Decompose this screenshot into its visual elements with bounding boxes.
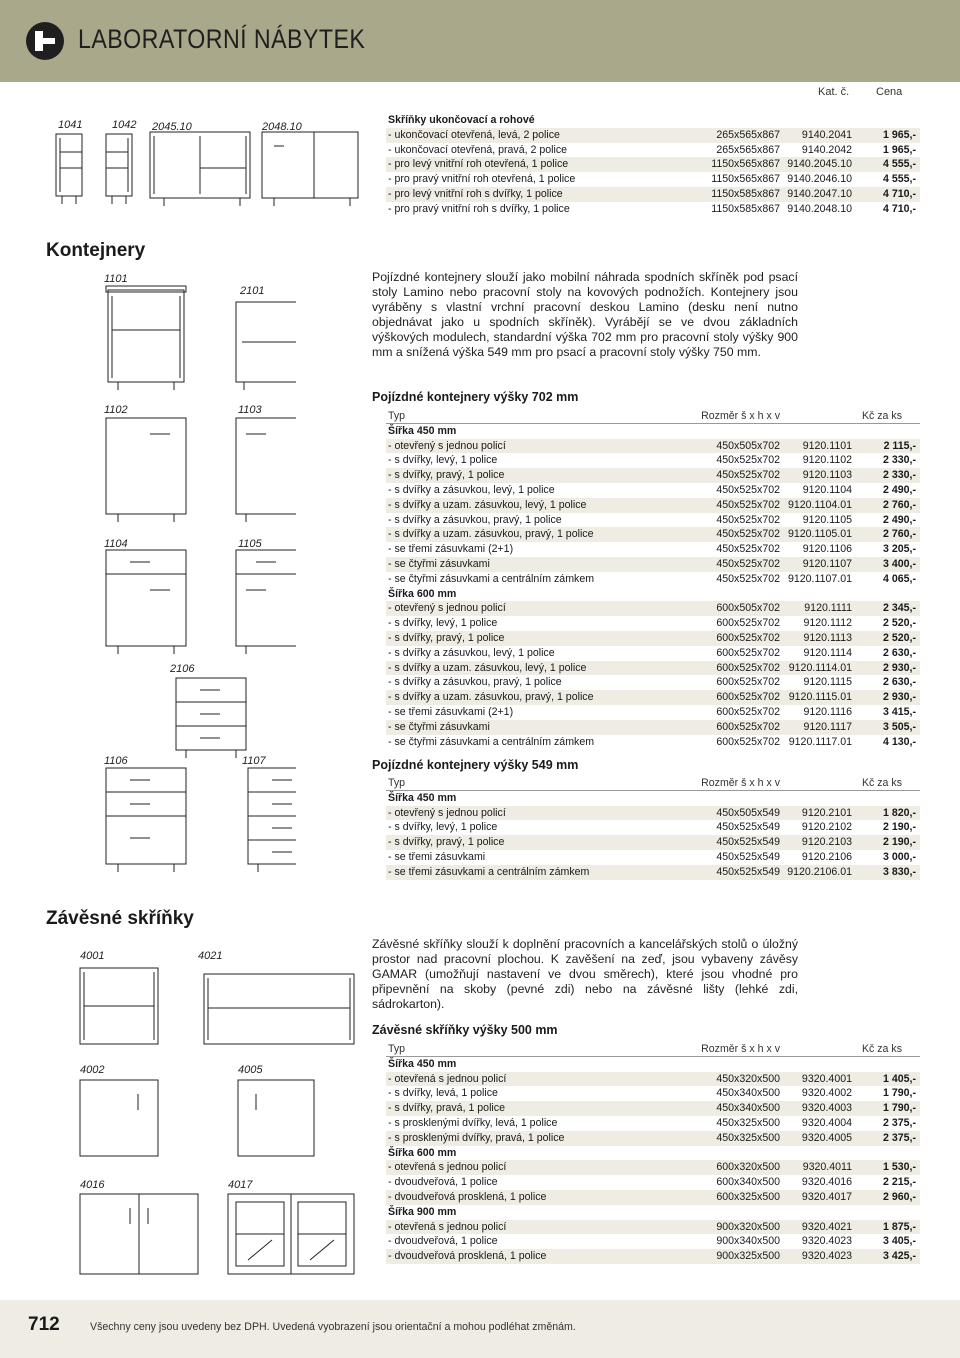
item-dimensions: 1150x585x867: [711, 187, 780, 200]
table-row: [386, 527, 920, 542]
table-row: [386, 806, 920, 821]
page-title: LABORATORNÍ NÁBYTEK: [78, 24, 366, 54]
item-dimensions: 600x340x500: [716, 1176, 780, 1189]
item-dimensions: 600x525x702: [716, 646, 780, 659]
item-catalog-number: 9120.1114: [803, 646, 852, 659]
item-catalog-number: 9120.1105.01: [787, 528, 852, 541]
item-catalog-number: 9140.2041: [801, 128, 852, 141]
table-row: [386, 661, 920, 676]
table-row: [386, 865, 920, 880]
item-catalog-number: 9320.4001: [801, 1072, 852, 1085]
table-row: [386, 1220, 920, 1235]
table-row: [386, 1160, 920, 1175]
item-catalog-number: 9140.2047.10: [787, 187, 852, 200]
item-dimensions: 600x525x702: [716, 691, 780, 704]
item-dimensions: 450x340x500: [716, 1102, 780, 1115]
item-price: 2 930,-: [883, 661, 916, 674]
item-price: 2 330,-: [883, 469, 916, 482]
section-heading-wall: Závěsné skříňky: [46, 908, 194, 929]
item-price: 2 490,-: [883, 483, 916, 496]
item-price: 3 830,-: [883, 865, 916, 878]
subheading-500: Závěsné skříňky výšky 500 mm: [372, 1023, 558, 1037]
item-description: - dvoudveřová prosklená, 1 police: [388, 1250, 547, 1263]
item-price: 2 630,-: [883, 676, 916, 689]
item-dimensions: 450x525x549: [716, 821, 780, 834]
footer-note: Všechny ceny jsou uvedeny bez DPH. Uvedená vyobrazení jsou orientační a mohou podléhat změnám.: [90, 1321, 576, 1333]
sketch-label: 1107: [242, 755, 266, 767]
item-catalog-number: 9120.2103: [801, 836, 852, 849]
containers-sketches: [96, 268, 296, 888]
table-row: [386, 498, 920, 513]
item-dimensions: 600x525x702: [716, 720, 780, 733]
item-catalog-number: 9140.2045.10: [787, 158, 852, 171]
item-catalog-number: 9120.2106: [801, 850, 852, 863]
sketch-label: 1101: [104, 273, 128, 285]
item-catalog-number: 9120.1115.01: [788, 691, 852, 704]
item-dimensions: 450x320x500: [716, 1072, 780, 1085]
item-description: - se třemi zásuvkami (2+1): [388, 705, 514, 718]
item-price: 4 555,-: [883, 173, 916, 186]
item-catalog-number: 9320.4023: [801, 1250, 852, 1263]
col-type: Typ: [388, 410, 406, 422]
item-dimensions: 450x525x702: [716, 528, 780, 541]
item-price: 3 000,-: [883, 850, 916, 863]
item-description: - se čtyřmi zásuvkami: [388, 557, 490, 570]
item-description: - ukončovací otevřená, pravá, 2 police: [388, 143, 568, 156]
sketch-label: 4017: [228, 1179, 253, 1191]
item-dimensions: 450x340x500: [716, 1087, 780, 1100]
item-price: 3 400,-: [883, 557, 916, 570]
item-catalog-number: 9120.1104: [802, 483, 852, 496]
item-dimensions: 600x505x702: [716, 602, 780, 615]
item-dimensions: 450x525x549: [716, 836, 780, 849]
table-row: [386, 483, 920, 498]
item-price: 1 820,-: [883, 806, 916, 819]
col-dim: Rozměr š x h x v: [701, 410, 780, 422]
table-row: [386, 720, 920, 735]
table-row: [386, 1101, 920, 1116]
item-description: - pro levý vnitřní roh s dvířky, 1 police: [388, 187, 563, 200]
col-price: Kč za ks: [861, 1043, 902, 1055]
item-dimensions: 450x325x500: [716, 1131, 780, 1144]
item-catalog-number: 9120.1116: [803, 705, 852, 718]
corner-units-table: [386, 113, 920, 217]
table-row: [386, 542, 920, 557]
item-price: 3 425,-: [883, 1250, 916, 1263]
table-row: [386, 1190, 920, 1205]
item-price: 1 790,-: [883, 1102, 916, 1115]
sketch-label: 4005: [238, 1064, 263, 1076]
item-description: - s prosklenými dvířky, levá, 1 police: [388, 1116, 558, 1129]
item-description: - ukončovací otevřená, levá, 2 police: [388, 128, 560, 141]
table-row: [386, 690, 920, 705]
sketch-label: 4001: [80, 950, 105, 962]
table-row: [386, 616, 920, 631]
item-description: - s dvířky a zásuvkou, levý, 1 police: [388, 646, 555, 659]
sketch-label: 1041: [58, 119, 83, 131]
table-row: [386, 631, 920, 646]
item-price: 1 790,-: [883, 1087, 916, 1100]
item-catalog-number: 9120.2106.01: [787, 865, 852, 878]
item-description: - dvoudveřová, 1 police: [388, 1235, 498, 1248]
sketch-label: 2106: [170, 663, 195, 675]
width-group: Šířka 450 mm: [388, 1057, 457, 1070]
item-catalog-number: 9120.2102: [801, 821, 852, 834]
containers-intro: Pojízdné kontejnery slouží jako mobilní náhrada spodních skříněk pod psací stoly Lamino nebo pracovní stoly na kovových podnožích. Kontejnery jsou vyráběny s vlastní vrchní pracovní deskou Lamino (desku není nutno objednávat jako u spodních skříněk). Vyrábějí se ve dvou základních výškových modulech, standardní výška 702 mm pro pracovní stoly výšky 900 mm a snížená výška 549 mm pro psací a pracovní stoly výšky 750 mm.: [372, 270, 798, 360]
table-row: [386, 850, 920, 865]
item-catalog-number: 9320.4011: [802, 1161, 852, 1174]
item-dimensions: 450x525x549: [716, 865, 780, 878]
item-description: - se třemi zásuvkami a centrálním zámkem: [388, 865, 590, 878]
table-row: [386, 557, 920, 572]
table-row: [386, 187, 920, 202]
item-description: - s dvířky a zásuvkou, pravý, 1 police: [388, 676, 562, 689]
sketch-label: 4002: [80, 1064, 105, 1076]
item-dimensions: 900x340x500: [716, 1235, 780, 1248]
item-description: - otevřená s jednou policí: [388, 1220, 507, 1233]
item-dimensions: 450x505x702: [716, 439, 780, 452]
table-row: [386, 143, 920, 158]
item-catalog-number: 9120.1105: [802, 513, 852, 526]
item-description: - se čtyřmi zásuvkami a centrálním zámkem: [388, 572, 595, 585]
item-catalog-number: 9120.1111: [804, 602, 852, 615]
item-catalog-number: 9120.1101: [802, 439, 852, 452]
table-row: [386, 202, 920, 217]
table-row: [386, 601, 920, 616]
table-row: [386, 157, 920, 172]
table-row: [386, 572, 920, 587]
width-group: Šířka 450 mm: [388, 424, 457, 437]
table-title: Skříňky ukončovací a rohové: [388, 114, 535, 126]
item-description: - s dvířky, pravý, 1 police: [388, 469, 505, 482]
item-dimensions: 900x325x500: [716, 1250, 780, 1263]
item-price: 4 710,-: [883, 202, 916, 215]
item-catalog-number: 9120.2101: [801, 806, 852, 819]
item-price: 1 965,-: [883, 128, 916, 141]
item-catalog-number: 9120.1117.01: [788, 735, 852, 748]
table-row: [386, 835, 920, 850]
table-row: [386, 513, 920, 528]
sketch-label: 4021: [198, 950, 223, 962]
table-row: [386, 1249, 920, 1264]
item-catalog-number: 9120.1104.01: [787, 498, 852, 511]
containers-549-table: [386, 776, 920, 880]
item-description: - dvoudveřová prosklená, 1 police: [388, 1190, 547, 1203]
item-price: 3 505,-: [883, 720, 916, 733]
item-description: - otevřený s jednou policí: [388, 439, 506, 452]
item-catalog-number: 9140.2046.10: [787, 173, 852, 186]
item-price: 2 215,-: [883, 1176, 916, 1189]
item-dimensions: 450x525x702: [716, 454, 780, 467]
item-catalog-number: 9140.2042: [801, 143, 852, 156]
col-price: Kč za ks: [861, 777, 902, 789]
table-row: [386, 1072, 920, 1087]
item-catalog-number: 9320.4016: [801, 1176, 852, 1189]
item-dimensions: 450x525x702: [716, 557, 780, 570]
sketch-label: 1103: [238, 404, 262, 416]
column-header-price: Cena: [876, 86, 903, 98]
table-row: [386, 735, 920, 750]
item-catalog-number: 9320.4023: [801, 1235, 852, 1248]
table-row: [386, 439, 920, 454]
subheading-549: Pojízdné kontejnery výšky 549 mm: [372, 758, 579, 772]
item-price: 4 555,-: [883, 158, 916, 171]
item-price: 2 375,-: [883, 1131, 916, 1144]
item-price: 3 415,-: [883, 705, 916, 718]
item-catalog-number: 9120.1107.01: [787, 572, 852, 585]
item-price: 2 190,-: [883, 836, 916, 849]
section-heading-containers: Kontejnery: [46, 240, 146, 261]
wall-units-table: [386, 1042, 920, 1264]
item-price: 4 130,-: [883, 735, 916, 748]
item-description: - otevřený s jednou policí: [388, 806, 506, 819]
item-dimensions: 600x525x702: [716, 735, 780, 748]
item-dimensions: 1150x565x867: [711, 158, 780, 171]
item-dimensions: 600x525x702: [716, 661, 780, 674]
table-row: [386, 1131, 920, 1146]
table-row: [386, 675, 920, 690]
width-group: Šířka 450 mm: [388, 791, 457, 804]
item-description: - s dvířky a zásuvkou, pravý, 1 police: [388, 513, 562, 526]
item-price: 2 930,-: [883, 691, 916, 704]
item-catalog-number: 9320.4004: [801, 1116, 852, 1129]
item-description: - s dvířky, levá, 1 police: [388, 1087, 498, 1100]
item-description: - pro pravý vnitřní roh otevřená, 1 police: [388, 173, 576, 186]
item-dimensions: 450x525x702: [716, 543, 780, 556]
col-dim: Rozměr š x h x v: [701, 777, 780, 789]
table-row: [386, 1086, 920, 1101]
item-catalog-number: 9320.4003: [801, 1102, 852, 1115]
item-dimensions: 600x325x500: [716, 1190, 780, 1203]
item-description: - s dvířky, pravý, 1 police: [388, 631, 505, 644]
width-group: Šířka 600 mm: [388, 587, 457, 600]
item-dimensions: 1150x565x867: [711, 173, 780, 186]
containers-702-table: [386, 409, 920, 749]
item-price: 2 115,-: [883, 439, 916, 452]
column-header-cat: Kat. č.: [818, 86, 850, 98]
item-catalog-number: 9120.1102: [802, 454, 852, 467]
item-dimensions: 450x525x702: [716, 513, 780, 526]
item-price: 1 530,-: [883, 1161, 916, 1174]
wall-intro: Závěsné skříňky slouží k doplnění pracovních a kancelářských stolů o úložný prostor nad pracovní plochou. K zavěšení na zeď, jsou vybaveny závěsy GAMAR (umožňují nastavení ve dvou směrech), které jsou vhodné pro připevnění na skoby (pevné zdi) nebo na závěsné lišty (lehké zdi, sádrokarton).: [372, 937, 798, 1012]
item-price: 2 520,-: [883, 617, 916, 630]
item-price: 1 965,-: [883, 143, 916, 156]
item-description: - otevřená s jednou policí: [388, 1161, 507, 1174]
item-description: - se třemi zásuvkami (2+1): [388, 543, 514, 556]
item-dimensions: 265x565x867: [716, 128, 780, 141]
page-header: [0, 0, 960, 82]
item-price: 2 190,-: [883, 821, 916, 834]
item-price: 2 760,-: [883, 528, 916, 541]
item-dimensions: 450x525x702: [716, 572, 780, 585]
item-description: - s dvířky a zásuvkou, levý, 1 police: [388, 483, 555, 496]
item-price: 3 405,-: [883, 1235, 916, 1248]
sketch-label: 1106: [104, 755, 128, 767]
table-row: [386, 1116, 920, 1131]
sketch-label: 1105: [238, 538, 262, 550]
item-description: - s dvířky a uzam. zásuvkou, pravý, 1 police: [388, 691, 594, 704]
item-description: - pro pravý vnitřní roh s dvířky, 1 police: [388, 202, 570, 215]
item-catalog-number: 9120.1112: [803, 617, 852, 630]
item-dimensions: 600x320x500: [716, 1161, 780, 1174]
item-description: - otevřená s jednou policí: [388, 1072, 507, 1085]
item-catalog-number: 9140.2048.10: [787, 202, 852, 215]
page-number: 712: [28, 1314, 60, 1335]
item-description: - se čtyřmi zásuvkami: [388, 720, 490, 733]
item-description: - s dvířky a uzam. zásuvkou, levý, 1 police: [388, 661, 587, 674]
subheading-702: Pojízdné kontejnery výšky 702 mm: [372, 390, 579, 404]
item-description: - s dvířky, levý, 1 police: [388, 454, 498, 467]
width-group: Šířka 600 mm: [388, 1146, 457, 1159]
sketch-label: 2048.10: [262, 121, 302, 133]
table-row: [386, 820, 920, 835]
table-row: [386, 1234, 920, 1249]
item-dimensions: 450x525x702: [716, 469, 780, 482]
item-price: 2 960,-: [883, 1190, 916, 1203]
item-description: - s dvířky, levý, 1 police: [388, 821, 498, 834]
col-type: Typ: [388, 777, 406, 789]
item-dimensions: 450x505x549: [716, 806, 780, 819]
item-description: - se třemi zásuvkami: [388, 850, 486, 863]
item-catalog-number: 9320.4017: [801, 1190, 852, 1203]
item-catalog-number: 9120.1103: [802, 469, 852, 482]
item-catalog-number: 9320.4005: [801, 1131, 852, 1144]
item-price: 2 490,-: [883, 513, 916, 526]
sketch-label: 2101: [240, 285, 265, 297]
item-dimensions: 265x565x867: [716, 143, 780, 156]
sketch-label: 1104: [104, 538, 128, 550]
sketch-label: 1042: [112, 119, 137, 131]
table-row: [386, 172, 920, 187]
item-dimensions: 900x320x500: [716, 1220, 780, 1233]
item-catalog-number: 9120.1114.01: [788, 661, 852, 674]
brand-logo-icon: [26, 22, 64, 60]
item-description: - s dvířky a uzam. zásuvkou, levý, 1 police: [388, 498, 587, 511]
item-catalog-number: 9120.1107: [802, 557, 852, 570]
sketch-label: 1102: [104, 404, 128, 416]
item-dimensions: 450x525x702: [716, 483, 780, 496]
item-description: - s dvířky, pravý, 1 police: [388, 836, 505, 849]
table-row: [386, 128, 920, 143]
col-type: Typ: [388, 1043, 406, 1055]
corner-units-sketch: [52, 128, 362, 214]
item-price: 2 375,-: [883, 1116, 916, 1129]
item-price: 2 630,-: [883, 646, 916, 659]
item-dimensions: 1150x585x867: [711, 202, 780, 215]
item-description: - s dvířky a uzam. zásuvkou, pravý, 1 police: [388, 528, 594, 541]
item-dimensions: 600x525x702: [716, 705, 780, 718]
table-row: [386, 468, 920, 483]
item-price: 1 405,-: [883, 1072, 916, 1085]
item-price: 2 760,-: [883, 498, 916, 511]
item-description: - s dvířky, pravá, 1 police: [388, 1102, 505, 1115]
table-row: [386, 453, 920, 468]
item-catalog-number: 9120.1106: [802, 543, 852, 556]
item-catalog-number: 9120.1113: [803, 631, 852, 644]
item-price: 4 710,-: [883, 187, 916, 200]
sketch-label: 4016: [80, 1179, 105, 1191]
item-description: - se čtyřmi zásuvkami a centrálním zámkem: [388, 735, 595, 748]
item-price: 4 065,-: [883, 572, 916, 585]
item-description: - dvoudveřová, 1 police: [388, 1176, 498, 1189]
item-dimensions: 600x525x702: [716, 631, 780, 644]
item-description: - s prosklenými dvířky, pravá, 1 police: [388, 1131, 565, 1144]
item-dimensions: 450x525x702: [716, 498, 780, 511]
page-footer: [0, 1300, 960, 1358]
item-description: - otevřený s jednou policí: [388, 602, 506, 615]
table-row: [386, 705, 920, 720]
item-dimensions: 450x525x549: [716, 850, 780, 863]
item-catalog-number: 9120.1115: [803, 676, 852, 689]
item-catalog-number: 9120.1117: [803, 720, 852, 733]
item-price: 2 520,-: [883, 631, 916, 644]
item-dimensions: 600x525x702: [716, 676, 780, 689]
item-dimensions: 450x325x500: [716, 1116, 780, 1129]
item-price: 3 205,-: [883, 543, 916, 556]
wall-units-sketches: [78, 960, 358, 1280]
item-price: 1 875,-: [883, 1220, 916, 1233]
item-price: 2 345,-: [883, 602, 916, 615]
item-description: - s dvířky, levý, 1 police: [388, 617, 498, 630]
sketch-label: 2045.10: [152, 121, 192, 133]
col-price: Kč za ks: [861, 410, 902, 422]
item-price: 2 330,-: [883, 454, 916, 467]
item-catalog-number: 9320.4021: [801, 1220, 852, 1233]
table-row: [386, 646, 920, 661]
col-dim: Rozměr š x h x v: [701, 1043, 780, 1055]
item-dimensions: 600x525x702: [716, 617, 780, 630]
item-catalog-number: 9320.4002: [801, 1087, 852, 1100]
width-group: Šířka 900 mm: [388, 1205, 457, 1218]
item-description: - pro levý vnitřní roh otevřená, 1 police: [388, 158, 569, 171]
table-row: [386, 1175, 920, 1190]
